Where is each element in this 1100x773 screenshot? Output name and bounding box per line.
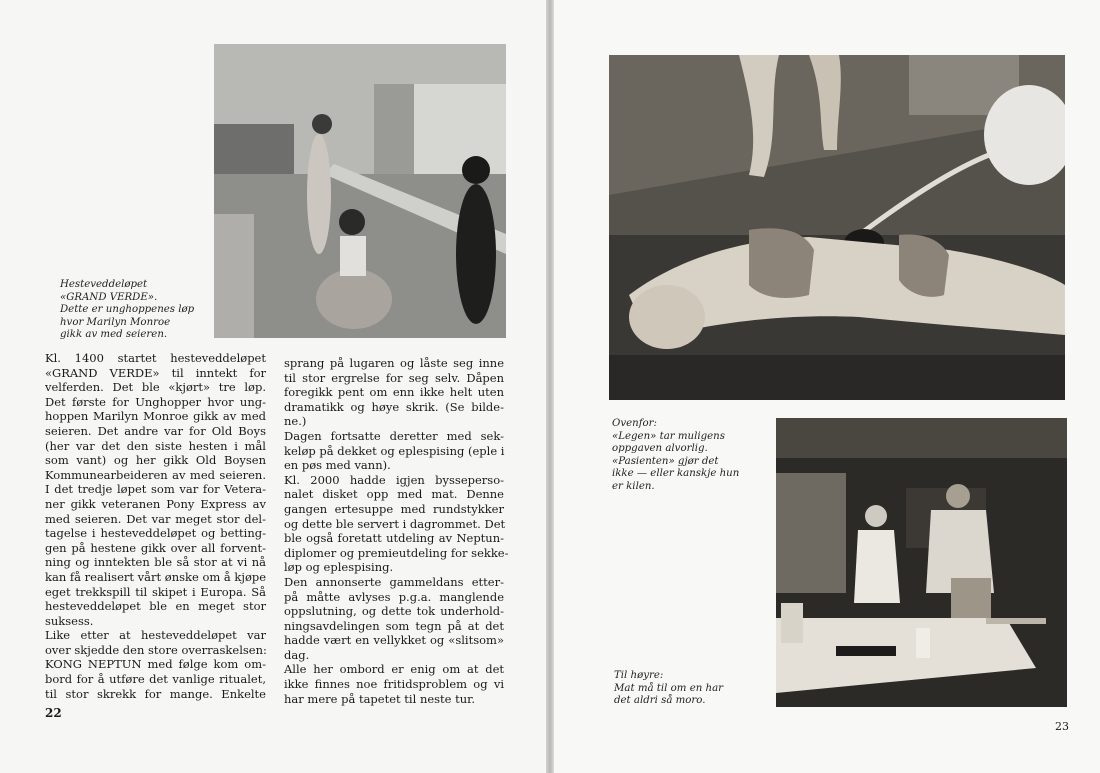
ceremony-caption bbox=[612, 418, 739, 494]
text-line: hoppen Marilyn Monroe gikk av med bbox=[45, 409, 266, 424]
neptune-ceremony-photo bbox=[609, 55, 1065, 400]
text-line: har mere på tapetet til neste tur. bbox=[284, 691, 476, 706]
text-line: tagelse i hesteveddeløpet og betting- bbox=[45, 526, 266, 541]
text-line: nalet disket opp med mat. Denne bbox=[284, 487, 504, 502]
text-line: ning og inntekten ble så stor at vi nå bbox=[45, 555, 266, 570]
caption-line: Mat må til om en har bbox=[614, 682, 724, 694]
caption-line: hvor Marilyn Monroe bbox=[60, 316, 171, 328]
text-line: diplomer og premieutdeling for sekke- bbox=[284, 545, 509, 560]
text-line: KONG NEPTUN med følge kom om- bbox=[45, 657, 266, 672]
text-line: kan få realisert vårt ønske om å kjøpe bbox=[45, 569, 267, 584]
caption-line: er kilen. bbox=[612, 480, 655, 492]
text-line: ne.) bbox=[284, 414, 307, 429]
text-line: bord for å utføre det vanlige ritualet, bbox=[45, 672, 266, 687]
text-line: som vant) og her gikk Old Boysen bbox=[45, 453, 266, 468]
horse-race-caption bbox=[60, 279, 194, 342]
text-line: dramatikk og høye skrik. (Se bilde- bbox=[284, 399, 504, 414]
text-line: ningsavdelingen som tegn på at det bbox=[284, 618, 504, 633]
caption-line: «Legen» tar muligens bbox=[612, 430, 725, 442]
caption-line: ikke — eller kanskje hun bbox=[612, 468, 740, 480]
text-line: keløp på dekket og eplespising (eple i bbox=[284, 443, 505, 458]
text-line: «GRAND VERDE» til inntekt for bbox=[45, 365, 266, 380]
text-line: hesteveddeløpet ble en meget stor bbox=[45, 599, 266, 614]
text-line: gen på hestene gikk over all forvent- bbox=[45, 540, 266, 555]
caption-line: oppgaven alvorlig. bbox=[612, 443, 708, 455]
text-line: til stor ergrelse for seg selv. Dåpen bbox=[284, 370, 504, 385]
text-line: seieren. Det andre var for Old Boys bbox=[45, 423, 266, 438]
buffet-caption bbox=[614, 670, 723, 708]
text-line: på måtte avlyses p.g.a. manglende bbox=[284, 589, 504, 604]
text-line: Kommunearbeideren av med seieren. bbox=[45, 467, 266, 482]
article-column-2 bbox=[284, 356, 509, 706]
text-line: Kl. 2000 hadde igjen bysseperso- bbox=[284, 472, 504, 487]
text-line: sprang på lugaren og låste seg inne bbox=[284, 356, 504, 370]
text-line: Like etter at hesteveddeløpet var bbox=[45, 628, 266, 643]
caption-line: «Pasienten» gjør det bbox=[612, 455, 719, 467]
caption-line: det aldri så moro. bbox=[614, 695, 706, 707]
text-line: foregikk pent om enn ikke helt uten bbox=[284, 385, 504, 400]
text-line: med seieren. Det var meget stor del- bbox=[45, 511, 266, 526]
caption-line: Til høyre: bbox=[614, 670, 664, 681]
text-line: velferden. Det ble «kjørt» tre løp. bbox=[45, 380, 266, 395]
article-column-1 bbox=[45, 351, 266, 701]
text-line: Dagen fortsatte deretter med sek- bbox=[284, 428, 504, 443]
text-line: eget trekkspill til skipet i Europa. Så bbox=[45, 584, 266, 599]
text-line: Den annonserte gammeldans etter- bbox=[284, 574, 504, 589]
text-line: løp og eplespising. bbox=[284, 560, 394, 575]
text-line: en pøs med vann). bbox=[284, 458, 391, 473]
text-line: Alle her ombord er enig om at det bbox=[284, 662, 504, 677]
text-line: og dette ble servert i dagrommet. Det bbox=[284, 516, 506, 531]
text-line: ner gikk veteranen Pony Express av bbox=[45, 496, 266, 511]
text-line: ikke finnes noe fritidsproblem og vi bbox=[284, 677, 504, 692]
text-line: Det første for Unghopper hvor ung- bbox=[45, 394, 266, 409]
page-number-right: 23 bbox=[1055, 720, 1069, 733]
text-line: ble også foretatt utdeling av Neptun- bbox=[284, 531, 504, 546]
text-line: hadde vært en vellykket og «slitsom» bbox=[284, 633, 504, 648]
text-line: gangen ertesuppe med rundstykker bbox=[284, 501, 504, 516]
text-line: over skjedde den store overraskelsen: bbox=[45, 642, 267, 657]
text-line: dag. bbox=[284, 647, 310, 662]
buffet-photo bbox=[776, 418, 1067, 707]
caption-line: gikk av med seieren. bbox=[60, 329, 168, 341]
text-line: Kl. 1400 startet hesteveddeløpet bbox=[45, 351, 266, 365]
book-gutter bbox=[546, 0, 554, 773]
page-number-left: 22 bbox=[45, 706, 62, 720]
text-line: (her var det den siste hesten i mål bbox=[45, 438, 266, 453]
text-line: oppslutning, og dette tok underhold- bbox=[284, 604, 504, 619]
caption-line: «GRAND VERDE». bbox=[60, 291, 158, 303]
horse-race-photo bbox=[214, 44, 506, 338]
caption-line: Dette er unghoppenes løp bbox=[60, 304, 195, 316]
text-line: til stor skrekk for mange. Enkelte bbox=[45, 686, 266, 701]
text-line: I det tredje løpet som var for Vetera- bbox=[45, 482, 266, 497]
caption-line: Ovenfor: bbox=[612, 418, 657, 429]
caption-line: Hesteveddeløpet bbox=[60, 279, 148, 290]
text-line: suksess. bbox=[45, 613, 94, 628]
